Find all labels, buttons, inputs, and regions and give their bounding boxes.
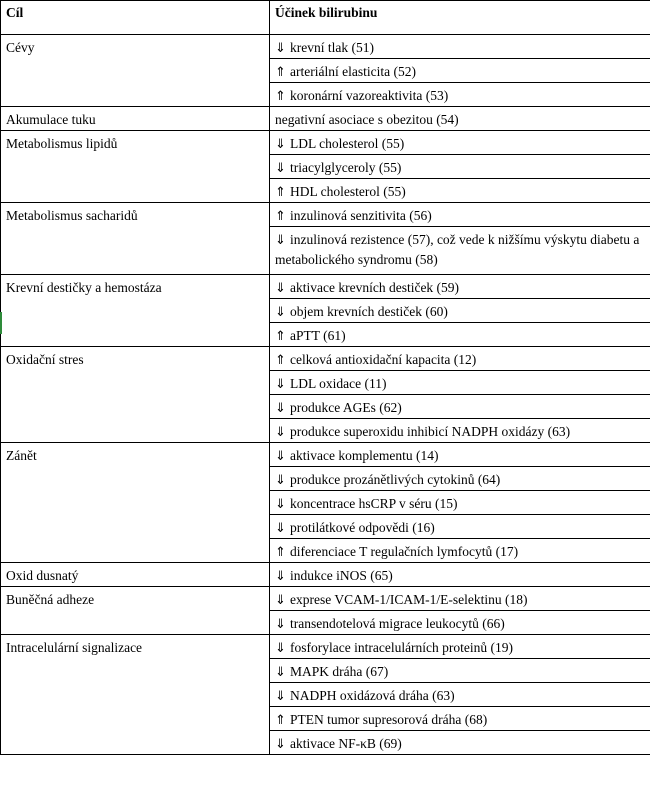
decrease-arrow-icon: ⇓ (275, 41, 286, 56)
table-row (1, 347, 650, 371)
effect-text: produkce prozánětlivých cytokinů (64) (290, 472, 501, 487)
effect-text: aktivace krevních destiček (59) (290, 280, 460, 295)
increase-arrow-icon: ⇑ (275, 65, 286, 80)
effect-text: fosforylace intracelulárních proteinů (19) (290, 640, 514, 655)
effect-text: transendotelová migrace leukocytů (66) (290, 616, 505, 631)
table-row (1, 107, 650, 131)
effect-text: koncentrace hsCRP v séru (15) (290, 496, 458, 511)
effect-cell (270, 419, 650, 443)
effect-cell (270, 299, 650, 323)
effect-cell (270, 491, 650, 515)
effect-cell (270, 107, 650, 131)
decrease-arrow-icon: ⇓ (275, 569, 286, 584)
effect-text: PTEN tumor supresorová dráha (68) (290, 712, 488, 727)
table-row (1, 131, 650, 155)
effect-cell (270, 707, 650, 731)
decrease-arrow-icon: ⇓ (275, 641, 286, 656)
decrease-arrow-icon: ⇓ (275, 377, 286, 392)
effect-text: aktivace komplementu (14) (290, 448, 439, 463)
effect-cell (270, 563, 650, 587)
effect-cell (270, 443, 650, 467)
table-row (1, 35, 650, 59)
header-row (1, 1, 650, 35)
effect-cell (270, 731, 650, 755)
effect-cell (270, 323, 650, 347)
effect-text: produkce AGEs (62) (290, 400, 402, 415)
effect-cell (270, 275, 650, 299)
decrease-arrow-icon: ⇓ (275, 449, 286, 464)
effect-cell (270, 59, 650, 83)
decrease-arrow-icon: ⇓ (275, 497, 286, 512)
goal-cell: Cévy (1, 35, 270, 107)
table-body (1, 35, 650, 755)
goal-cell: Metabolismus lipidů (1, 131, 270, 203)
effect-cell (270, 635, 650, 659)
table-row (1, 563, 650, 587)
effect-text: HDL cholesterol (55) (290, 184, 406, 199)
goal-cell: Oxid dusnatý (1, 563, 270, 587)
increase-arrow-icon: ⇑ (275, 713, 286, 728)
effect-text: krevní tlak (51) (290, 40, 374, 55)
decrease-arrow-icon: ⇓ (275, 689, 286, 704)
effect-cell (270, 83, 650, 107)
goal-cell: Zánět (1, 443, 270, 563)
effect-text: NADPH oxidázová dráha (63) (290, 688, 455, 703)
goal-cell: Intracelulární signalizace (1, 635, 270, 755)
decrease-arrow-icon: ⇓ (275, 473, 286, 488)
header-goal: Cíl (1, 1, 270, 35)
effect-text: inzulinová rezistence (57), což vede k nižšímu výskytu diabetu a metabolického syndromu (58) (275, 232, 640, 267)
decrease-arrow-icon: ⇓ (275, 521, 286, 536)
effect-text: negativní asociace s obezitou (54) (275, 112, 459, 127)
effect-text: aPTT (61) (290, 328, 346, 343)
goal-cell: Oxidační stres (1, 347, 270, 443)
decrease-arrow-icon: ⇓ (275, 401, 286, 416)
effect-cell (270, 203, 650, 227)
effect-cell (270, 539, 650, 563)
effect-cell (270, 131, 650, 155)
increase-arrow-icon: ⇑ (275, 209, 286, 224)
decrease-arrow-icon: ⇓ (275, 593, 286, 608)
effect-text: objem krevních destiček (60) (290, 304, 448, 319)
effect-cell (270, 227, 650, 275)
effect-text: produkce superoxidu inhibicí NADPH oxidázy (63) (290, 424, 571, 439)
effect-cell (270, 35, 650, 59)
effect-text: inzulinová senzitivita (56) (290, 208, 432, 223)
effect-text: LDL cholesterol (55) (290, 136, 405, 151)
effect-text: celková antioxidační kapacita (12) (290, 352, 477, 367)
table-row (1, 635, 650, 659)
decrease-arrow-icon: ⇓ (275, 737, 286, 752)
increase-arrow-icon: ⇑ (275, 89, 286, 104)
goal-cell: Buněčná adheze (1, 587, 270, 635)
effect-cell (270, 467, 650, 491)
goal-cell: Akumulace tuku (1, 107, 270, 131)
decrease-arrow-icon: ⇓ (275, 233, 286, 248)
effect-cell (270, 515, 650, 539)
decrease-arrow-icon: ⇓ (275, 137, 286, 152)
effect-cell (270, 659, 650, 683)
table-row (1, 275, 650, 299)
goal-cell: Krevní destičky a hemostáza (1, 275, 270, 347)
decrease-arrow-icon: ⇓ (275, 161, 286, 176)
increase-arrow-icon: ⇑ (275, 329, 286, 344)
effect-cell (270, 587, 650, 611)
table-row (1, 443, 650, 467)
table-row (1, 203, 650, 227)
increase-arrow-icon: ⇑ (275, 545, 286, 560)
effect-text: triacylglyceroly (55) (290, 160, 402, 175)
decrease-arrow-icon: ⇓ (275, 665, 286, 680)
effect-text: arteriální elasticita (52) (290, 64, 416, 79)
effect-cell (270, 395, 650, 419)
effect-text: diferenciace T regulačních lymfocytů (17) (290, 544, 519, 559)
effect-cell (270, 347, 650, 371)
effect-text: exprese VCAM-1/ICAM-1/E-selektinu (18) (290, 592, 528, 607)
effect-text: koronární vazoreaktivita (53) (290, 88, 449, 103)
effect-text: MAPK dráha (67) (290, 664, 389, 679)
effect-cell (270, 155, 650, 179)
decrease-arrow-icon: ⇓ (275, 425, 286, 440)
effect-text: LDL oxidace (11) (290, 376, 387, 391)
decrease-arrow-icon: ⇓ (275, 617, 286, 632)
effect-text: aktivace NF-κB (69) (290, 736, 402, 751)
increase-arrow-icon: ⇑ (275, 185, 286, 200)
header-effect: Účinek bilirubinu (270, 1, 650, 35)
margin-marker (0, 312, 2, 334)
decrease-arrow-icon: ⇓ (275, 305, 286, 320)
increase-arrow-icon: ⇑ (275, 353, 286, 368)
effect-text: indukce iNOS (65) (290, 568, 393, 583)
effect-cell (270, 371, 650, 395)
effect-cell (270, 179, 650, 203)
effect-cell (270, 611, 650, 635)
effect-cell (270, 683, 650, 707)
decrease-arrow-icon: ⇓ (275, 281, 286, 296)
goal-cell: Metabolismus sacharidů (1, 203, 270, 275)
effect-text: protilátkové odpovědi (16) (290, 520, 435, 535)
table-row (1, 587, 650, 611)
